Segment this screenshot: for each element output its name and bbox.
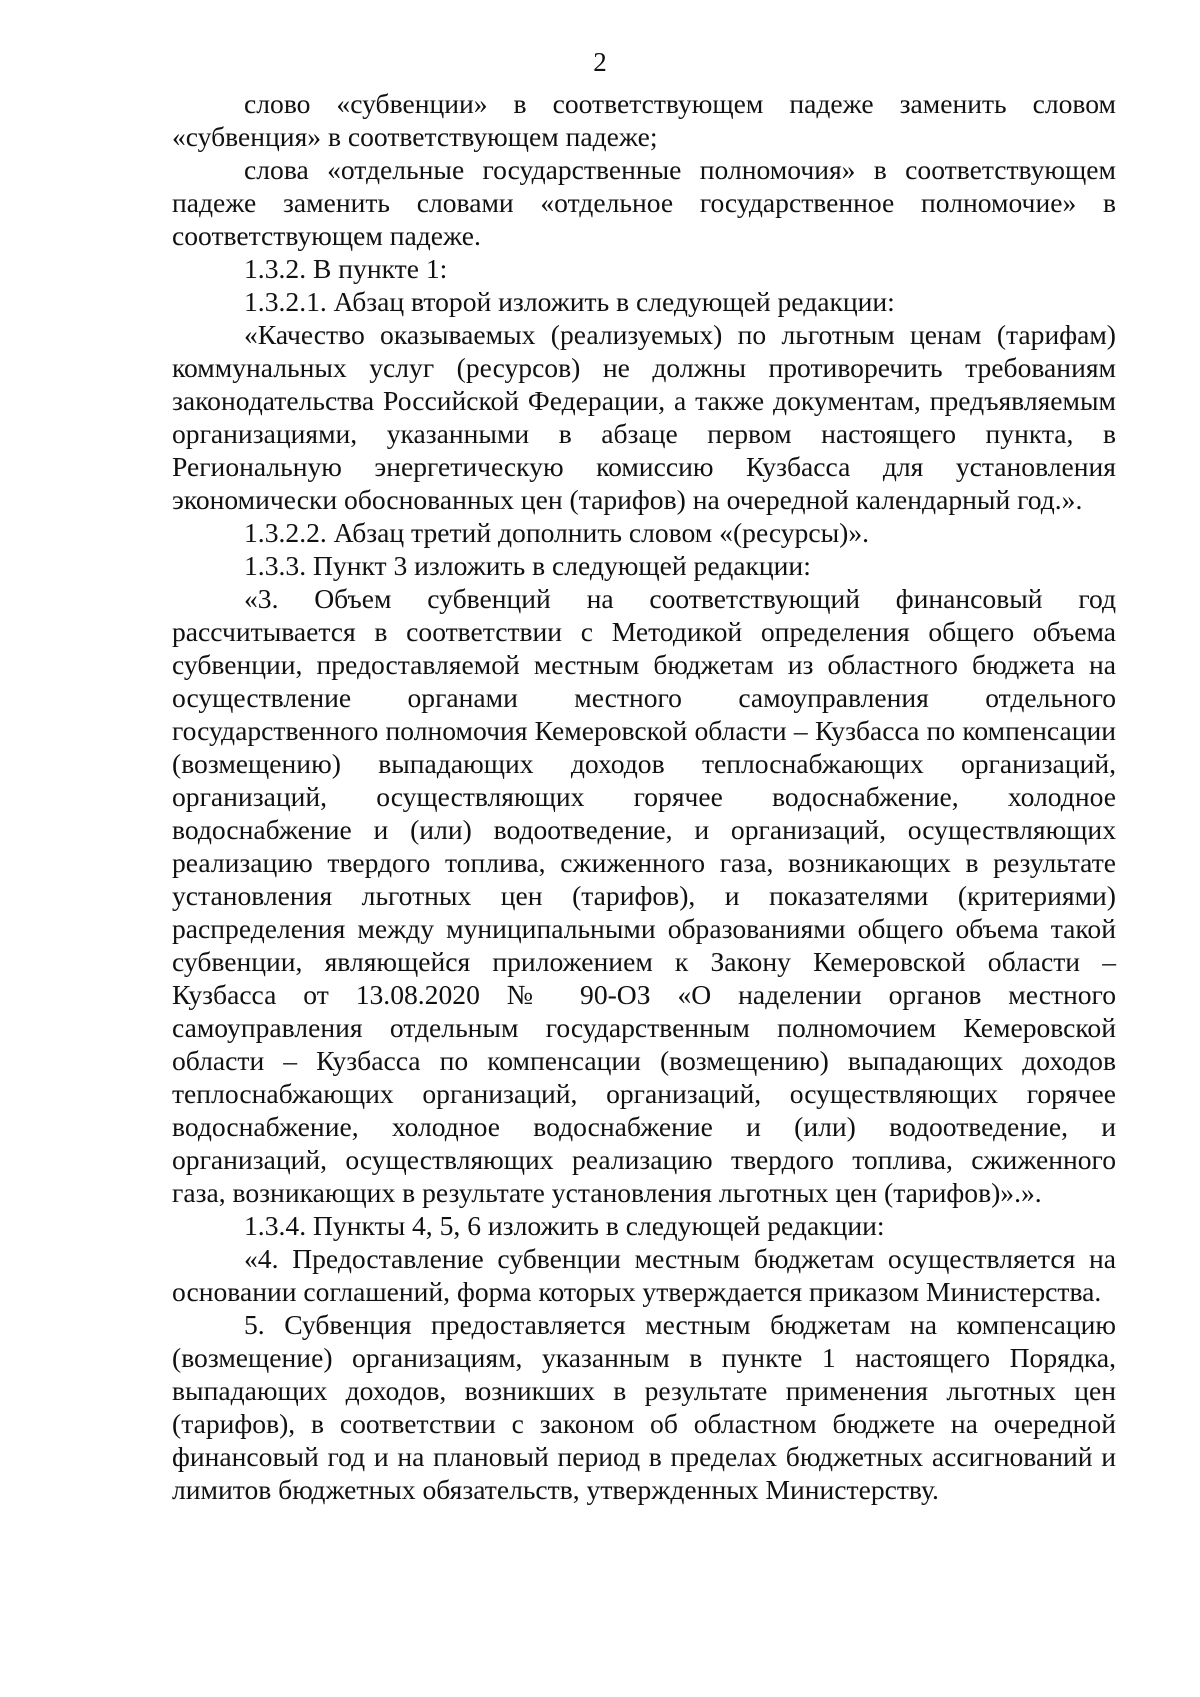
paragraph-replace-subvention-word: слово «субвенции» в соответствующем падеже заменить словом «субвенция» в соответствующем падеже;: [172, 88, 1116, 152]
paragraph-1-3-4: 1.3.4. Пункты 4, 5, 6 изложить в следующей редакции:: [244, 1210, 885, 1241]
paragraph-replace-powers-words: слова «отдельные государственные полномочия» в соответствующем падеже заменить словами «отдельное государственное полномочие» в соответствующем падеже.: [172, 154, 1116, 251]
paragraph-1-3-2-2: 1.3.2.2. Абзац третий дополнить словом «(ресурсы)».: [244, 517, 870, 548]
paragraph-item-3-subvention-volume: «3. Объем субвенций на соответствующий финансовый год рассчитывается в соответствии с Методикой определения общего объема субвенции, предоставляемой местным бюджетам из областного бюджета на осуществление органами местного самоуправления отдельного государственного полномочия Кемеровской области – Кузбасса по компенсации (возмещению) выпадающих доходов теплоснабжающих организаций, организаций, осуществляющих горячее водоснабжение, холодное водоснабжение и (или) водоотведение, и организаций, осуществляющих реализацию твердого топлива, сжиженного газа, возникающих в результате установления льготных цен (тарифов), и показателями (критериями) распределения между муниципальными образованиями общего объема такой субвенции, являющейся приложением к Закону Кемеровской области – Кузбасса от 13.08.2020 № 90-ОЗ «О наделении органов местного самоуправления отдельным государственным полномочием Кемеровской области – Кузбасса по компенсации (возмещению) выпадающих доходов теплоснабжающих организаций, организаций, осуществляющих горячее водоснабжение, холодное водоснабжение и (или) водоотведение, и организаций, осуществляющих реализацию твердого топлива, сжиженного газа, возникающих в результате установления льготных цен (тарифов)».».: [172, 583, 1116, 1208]
document-body: [172, 87, 1116, 1506]
paragraph-1-3-3: 1.3.3. Пункт 3 изложить в следующей редакции:: [244, 550, 811, 581]
page-number: 2: [593, 47, 607, 77]
paragraph-1-3-2-1: 1.3.2.1. Абзац второй изложить в следующей редакции:: [244, 286, 895, 317]
paragraph-quality-of-services: «Качество оказываемых (реализуемых) по льготным ценам (тарифам) коммунальных услуг (ресурсов) не должны противоречить требованиям законодательства Российской Федерации, а также документам, предъявляемым организациями, указанными в абзаце первом настоящего пункта, в Региональную энергетическую комиссию Кузбасса для установления экономически обоснованных цен (тарифов) на очередной календарный год.».: [172, 319, 1116, 515]
paragraph-1-3-2-heading: 1.3.2. В пункте 1:: [244, 253, 448, 284]
paragraph-item-4-agreements: «4. Предоставление субвенции местным бюджетам осуществляется на основании соглашений, форма которых утверждается приказом Министерства.: [172, 1243, 1116, 1307]
paragraph-item-5-subvention-provision: 5. Субвенция предоставляется местным бюджетам на компенсацию (возмещение) организациям, указанным в пункте 1 настоящего Порядка, выпадающих доходов, возникших в результате применения льготных цен (тарифов), в соответствии с законом об областном бюджете на очередной финансовый год и на плановый период в пределах бюджетных ассигнований и лимитов бюджетных обязательств, утвержденных Министерству.: [172, 1309, 1116, 1505]
